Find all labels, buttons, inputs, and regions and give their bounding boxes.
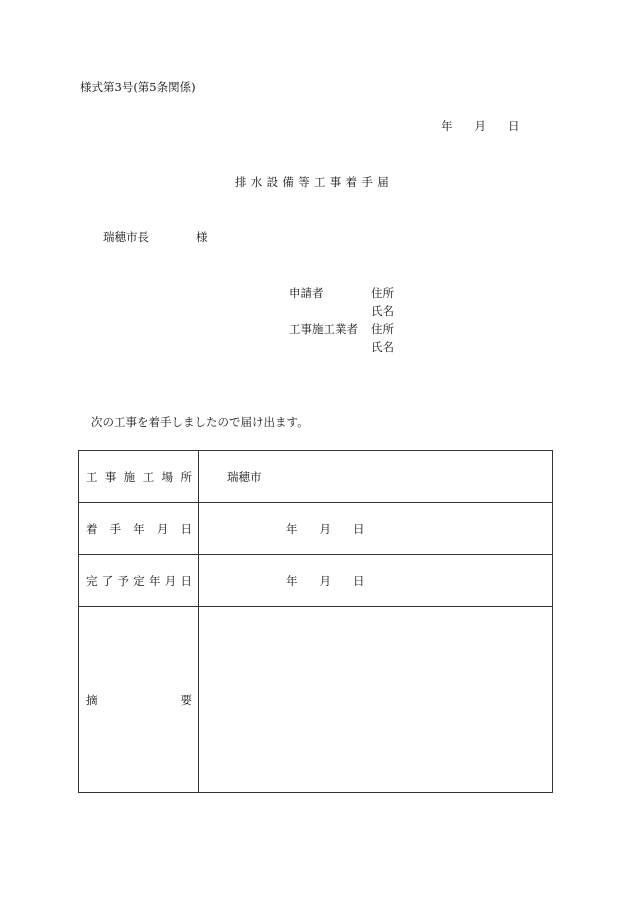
start-date-value	[199, 521, 552, 537]
table-row-completion-date	[79, 555, 553, 607]
completion-date-value-cell[interactable]	[199, 555, 553, 607]
site-value-cell[interactable]	[199, 451, 553, 503]
completion-date-year: 年	[286, 573, 298, 588]
start-date-month: 月	[319, 521, 331, 536]
table-row-site	[79, 451, 553, 503]
form-table	[78, 450, 553, 793]
completion-date-label: 完了予定年月日	[86, 573, 192, 588]
applicant-name-label: 氏名	[371, 304, 394, 318]
contractor-address-label: 住所	[371, 322, 394, 336]
site-label-cell	[79, 451, 199, 503]
start-date-label: 着手年月日	[86, 521, 192, 536]
completion-date-day: 日	[353, 573, 365, 588]
start-date-label-cell	[79, 503, 199, 555]
header-date-day: 日	[508, 119, 520, 133]
remarks-value-cell[interactable]	[199, 607, 553, 793]
completion-date-value	[199, 573, 552, 589]
addressee-honorific: 様	[196, 230, 208, 244]
start-date-year: 年	[286, 521, 298, 536]
remarks-label-cell	[79, 607, 199, 793]
document-title: 排水設備等工事着手届	[235, 175, 393, 189]
header-date	[441, 119, 520, 133]
contractor-label: 工事施工業者	[289, 322, 358, 336]
header-date-year: 年	[441, 119, 453, 133]
addressee-city-head: 瑞穂市長	[103, 230, 149, 244]
contractor-name-label: 氏名	[371, 340, 394, 354]
remarks-label: 摘要	[86, 692, 192, 707]
start-date-day: 日	[353, 521, 365, 536]
table-row-start-date	[79, 503, 553, 555]
header-date-month: 月	[474, 119, 486, 133]
start-date-value-cell[interactable]	[199, 503, 553, 555]
site-label: 工事施工場所	[86, 469, 192, 484]
completion-date-month: 月	[319, 573, 331, 588]
applicant-address-label: 住所	[371, 286, 394, 300]
form-number: 様式第3号(第5条関係)	[80, 80, 196, 94]
site-value: 瑞穂市	[227, 469, 262, 484]
completion-date-label-cell	[79, 555, 199, 607]
statement-text: 次の工事を着手しましたので届け出ます。	[91, 415, 309, 429]
table-row-remarks	[79, 607, 553, 793]
applicant-label: 申請者	[289, 286, 324, 300]
